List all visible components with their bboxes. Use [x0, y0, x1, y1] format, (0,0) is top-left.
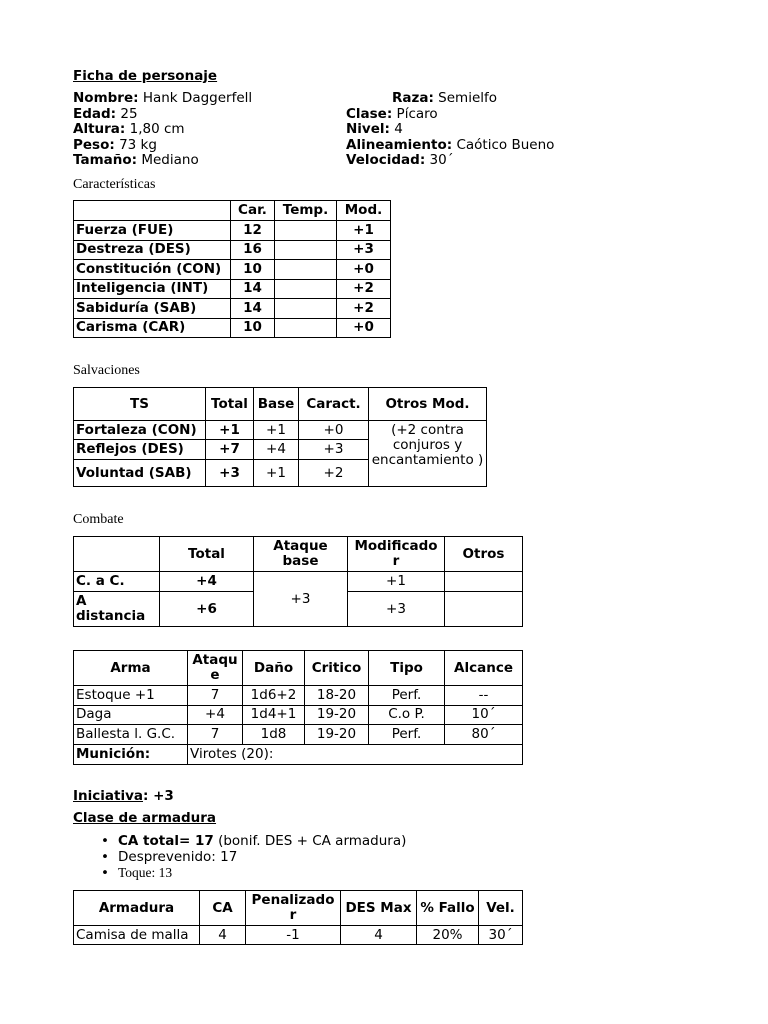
stat-temp — [275, 318, 337, 338]
table-row — [74, 572, 523, 592]
stat-name: Destreza (DES) — [74, 240, 231, 260]
stat-mod: +1 — [337, 221, 391, 241]
info-weight: Peso: 73 kg — [73, 136, 157, 153]
weapon-name: Estoque +1 — [74, 686, 188, 706]
table-header-row — [74, 201, 391, 221]
stat-mod: +0 — [337, 318, 391, 338]
characteristics-heading: Características — [73, 177, 156, 192]
header-cell: % Fallo — [417, 891, 479, 926]
header-cell: Temp. — [275, 201, 337, 221]
stat-temp — [275, 260, 337, 280]
save-base: +1 — [254, 421, 299, 440]
combat-other — [445, 592, 523, 627]
weapon-damage: 1d4+1 — [243, 705, 305, 725]
table-row — [74, 279, 391, 299]
weapon-range: -- — [445, 686, 523, 706]
info-alignment: Alineamiento: Caótico Bueno — [346, 136, 555, 153]
stat-name: Sabiduría (SAB) — [74, 299, 231, 319]
weapon-type: C.o P. — [369, 705, 445, 725]
save-other-note: (+2 contra conjuros y encantamiento ) — [369, 421, 487, 487]
stat-name: Inteligencia (INT) — [74, 279, 231, 299]
stat-score: 12 — [231, 221, 275, 241]
header-cell: Armadura — [74, 891, 200, 926]
info-age: Edad: 25 — [73, 105, 138, 122]
armor-table — [73, 890, 523, 945]
table-row — [74, 299, 391, 319]
stat-mod: +0 — [337, 260, 391, 280]
header-cell: DES Max — [341, 891, 417, 926]
weapon-range: 80´ — [445, 725, 523, 745]
table-row — [74, 686, 523, 706]
page-title: Ficha de personaje — [73, 68, 218, 84]
header-cell: Car. — [231, 201, 275, 221]
table-row — [74, 318, 391, 338]
weapon-attack: 7 — [188, 725, 243, 745]
weapon-range: 10´ — [445, 705, 523, 725]
table-row — [74, 744, 523, 764]
combat-table — [73, 536, 523, 627]
combat-label: A distancia — [74, 592, 160, 627]
stat-score: 16 — [231, 240, 275, 260]
stat-name: Fuerza (FUE) — [74, 221, 231, 241]
list-item: • CA total= 17 (bonif. DES + CA armadura) — [73, 833, 573, 849]
header-cell: Ataque base — [254, 537, 348, 572]
stat-score: 14 — [231, 299, 275, 319]
header-cell: CA — [200, 891, 246, 926]
stat-mod: +2 — [337, 279, 391, 299]
combat-total: +4 — [160, 572, 254, 592]
weapon-type: Perf. — [369, 725, 445, 745]
table-row — [74, 421, 487, 440]
table-header-row — [74, 891, 523, 926]
header-cell: Total — [160, 537, 254, 572]
header-cell: Mod. — [337, 201, 391, 221]
info-race: Raza: Semielfo — [392, 90, 498, 106]
info-height: Altura: 1,80 cm — [73, 121, 185, 137]
header-cell: Penalizado r — [246, 891, 341, 926]
initiative-value: : +3 — [143, 788, 174, 804]
weapon-damage: 1d6+2 — [243, 686, 305, 706]
save-ability: +3 — [299, 440, 369, 460]
info-level: Nivel: 4 — [346, 121, 403, 137]
weapon-damage: 1d8 — [243, 725, 305, 745]
save-name: Reflejos (DES) — [74, 440, 206, 460]
initiative — [73, 788, 174, 804]
stat-mod: +2 — [337, 299, 391, 319]
header-cell: Caract. — [299, 388, 369, 421]
saves-heading: Salvaciones — [73, 363, 140, 378]
header-cell: Otros Mod. — [369, 388, 487, 421]
list-item: • Desprevenido: 17 — [73, 849, 573, 865]
weapons-table — [73, 650, 523, 765]
table-row — [74, 725, 523, 745]
combat-heading: Combate — [73, 512, 124, 527]
header-cell: Critico — [305, 651, 369, 686]
info-name: Nombre: Hank Daggerfell — [73, 90, 253, 106]
combat-other — [445, 572, 523, 592]
list-item: • Toque: 13 — [73, 865, 573, 881]
stat-score: 10 — [231, 260, 275, 280]
character-info-right — [346, 107, 554, 169]
stat-temp — [275, 221, 337, 241]
stat-mod: +3 — [337, 240, 391, 260]
combat-label: C. a C. — [74, 572, 160, 592]
header-cell: Base — [254, 388, 299, 421]
save-ability: +0 — [299, 421, 369, 440]
armor-dex-max: 4 — [341, 926, 417, 945]
save-total: +3 — [206, 460, 254, 487]
save-ability: +2 — [299, 460, 369, 487]
initiative-label: Iniciativa — [73, 788, 143, 804]
characteristics-table — [73, 200, 391, 338]
info-speed: Velocidad: 30´ — [346, 152, 454, 168]
header-cell: Vel. — [479, 891, 523, 926]
save-base: +4 — [254, 440, 299, 460]
save-base: +1 — [254, 460, 299, 487]
info-class: Clase: Pícaro — [346, 105, 438, 122]
ammo-label: Munición: — [74, 744, 188, 764]
table-row — [74, 260, 391, 280]
weapon-name: Ballesta l. G.C. — [74, 725, 188, 745]
header-cell: Modificado r — [348, 537, 445, 572]
info-size: Tamaño: Mediano — [73, 152, 199, 168]
armor-bullets — [73, 833, 573, 881]
stat-name: Constitución (CON) — [74, 260, 231, 280]
weapon-type: Perf. — [369, 686, 445, 706]
save-name: Voluntad (SAB) — [74, 460, 206, 487]
armor-name: Camisa de malla — [74, 926, 200, 945]
header-cell — [74, 537, 160, 572]
stat-name: Carisma (CAR) — [74, 318, 231, 338]
combat-modifier: +1 — [348, 572, 445, 592]
combat-modifier: +3 — [348, 592, 445, 627]
header-cell: Tipo — [369, 651, 445, 686]
header-cell: Alcance — [445, 651, 523, 686]
armor-penalty: -1 — [246, 926, 341, 945]
table-row — [74, 240, 391, 260]
armor-heading: Clase de armadura — [73, 810, 217, 826]
stat-temp — [275, 299, 337, 319]
table-row — [74, 221, 391, 241]
ammo-value: Virotes (20): — [188, 744, 523, 764]
table-header-row — [74, 388, 487, 421]
table-header-row — [74, 537, 523, 572]
save-total: +1 — [206, 421, 254, 440]
header-cell: Ataqu e — [188, 651, 243, 686]
header-cell: Otros — [445, 537, 523, 572]
header-cell: TS — [74, 388, 206, 421]
weapon-critical: 18-20 — [305, 686, 369, 706]
table-row — [74, 705, 523, 725]
stat-score: 14 — [231, 279, 275, 299]
header-cell: Arma — [74, 651, 188, 686]
armor-speed: 30´ — [479, 926, 523, 945]
stat-temp — [275, 279, 337, 299]
weapon-critical: 19-20 — [305, 705, 369, 725]
table-header-row — [74, 651, 523, 686]
weapon-critical: 19-20 — [305, 725, 369, 745]
header-cell: Daño — [243, 651, 305, 686]
header-cell — [74, 201, 231, 221]
save-total: +7 — [206, 440, 254, 460]
table-row — [74, 926, 523, 945]
weapon-attack: 7 — [188, 686, 243, 706]
save-name: Fortaleza (CON) — [74, 421, 206, 440]
weapon-attack: +4 — [188, 705, 243, 725]
saves-table — [73, 387, 487, 487]
armor-ca: 4 — [200, 926, 246, 945]
stat-temp — [275, 240, 337, 260]
header-cell: Total — [206, 388, 254, 421]
weapon-name: Daga — [74, 705, 188, 725]
character-info-left — [73, 91, 252, 169]
armor-failure: 20% — [417, 926, 479, 945]
stat-score: 10 — [231, 318, 275, 338]
combat-total: +6 — [160, 592, 254, 627]
combat-base-attack: +3 — [254, 572, 348, 627]
